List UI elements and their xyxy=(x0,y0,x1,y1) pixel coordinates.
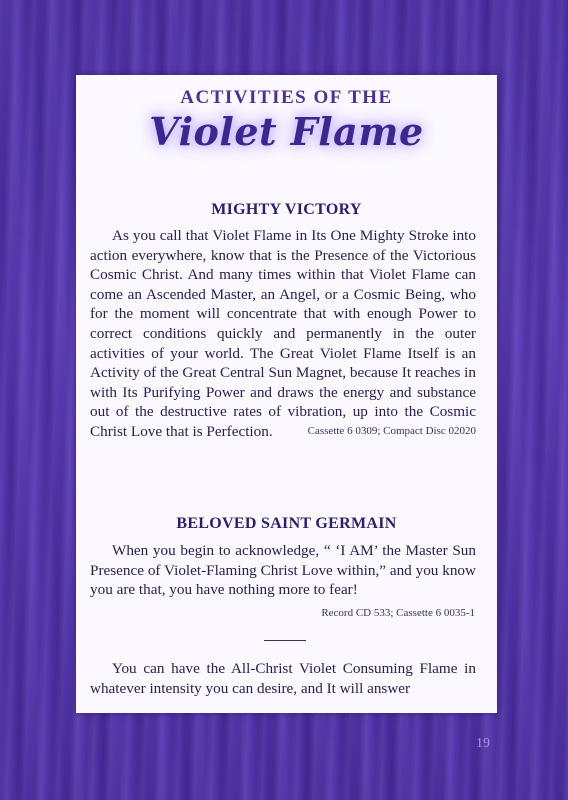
page-title: Violet Flame xyxy=(149,109,424,154)
title-top: ACTIVITIES OF THE xyxy=(180,87,393,108)
body-text: As you call that Violet Flame in Its One Mighty Stroke into action everywhere, know that is the Presence of the Victorious Cosmic Christ. And many times within that Violet Flame can come an Ascended Master, an Angel, or a Cosmic Being, who for the moment will concentrate that with enough Power to correct conditions quickly and permanently in the outer activities of your world. The Great Violet Flame Itself is an Activity of the Great Central Sun Magnet, because It reaches in with Its Purifying Power and draws the energy and substance out of the destructive rates of vibration, up into the Cosmic Christ Love that is Perfection. xyxy=(90,227,476,440)
page-card xyxy=(76,75,497,713)
citation: Record CD 533; Cassette 6 0035-1 xyxy=(321,607,475,619)
body-text: When you begin to acknowledge, “ ‘I AM’ the Master Sun Presence of Violet-Flaming Christ Love within,” and you know you are that, you have nothing more to fear! xyxy=(90,542,476,599)
section-heading-mighty-victory: MIGHTY VICTORY xyxy=(211,201,362,218)
body-text: You can have the All-Christ Violet Consuming Flame in whatever intensity you can desire, and It will answer xyxy=(90,660,476,697)
section-heading-saint-germain: BELOVED SAINT GERMAIN xyxy=(176,515,397,532)
section-body-continued xyxy=(90,659,476,698)
section-body-saint-germain xyxy=(90,541,476,600)
divider xyxy=(264,640,306,641)
section-body-mighty-victory xyxy=(90,226,476,442)
citation: Cassette 6 0309; Compact Disc 02020 xyxy=(307,424,476,437)
page-number: 19 xyxy=(476,736,490,751)
